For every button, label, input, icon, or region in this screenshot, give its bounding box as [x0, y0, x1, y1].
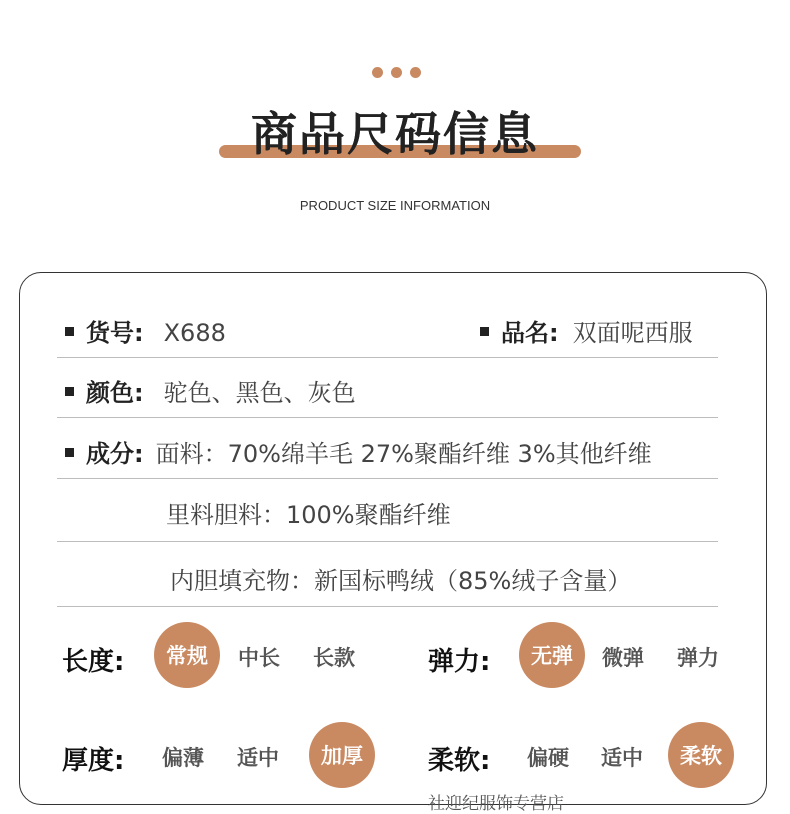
- softness-label: 柔软:: [428, 746, 491, 776]
- dot-icon: [372, 67, 383, 78]
- decorative-dots: [372, 67, 421, 78]
- sku-label: 货号:: [86, 319, 144, 347]
- composition-lining: 里料胆料：100%聚酯纤维: [166, 501, 451, 529]
- thickness-option-medium: 适中: [237, 746, 279, 770]
- length-option-mid: 中长: [238, 646, 280, 670]
- composition-filling: 内胆填充物：新国标鸭绒（85%绒子含量）: [170, 567, 632, 595]
- square-bullet-icon: [65, 387, 74, 396]
- page-subtitle: PRODUCT SIZE INFORMATION: [299, 198, 491, 213]
- page-title: 商品尺码信息: [251, 107, 539, 161]
- composition-fabric: 面料：70%绵羊毛 27%聚酯纤维 3%其他纤维: [155, 440, 652, 468]
- color-field: [65, 373, 356, 408]
- name-value: 双面呢西服: [572, 319, 693, 347]
- length-option-long: 长款: [313, 646, 355, 670]
- composition-label: 成分:: [86, 440, 144, 468]
- sku-field: [65, 313, 226, 348]
- elasticity-option-stretch: 弹力: [677, 646, 719, 670]
- length-label: 长度:: [62, 647, 125, 677]
- square-bullet-icon: [65, 327, 74, 336]
- softness-option-soft: 柔软: [668, 722, 734, 788]
- softness-option-hard: 偏硬: [527, 746, 569, 770]
- name-field: [480, 313, 693, 348]
- thickness-option-thin: 偏薄: [162, 746, 204, 770]
- store-watermark: 社迎纪服饰专营店: [428, 794, 564, 814]
- softness-option-medium: 适中: [601, 746, 643, 770]
- name-label: 品名:: [501, 319, 559, 347]
- thickness-label: 厚度:: [62, 746, 125, 776]
- dot-icon: [391, 67, 402, 78]
- elasticity-option-none: 无弹: [519, 622, 585, 688]
- square-bullet-icon: [480, 327, 489, 336]
- elasticity-label: 弹力:: [428, 647, 491, 677]
- length-option-regular: 常规: [154, 622, 220, 688]
- elasticity-option-slight: 微弹: [602, 646, 644, 670]
- sku-value: X688: [163, 319, 226, 347]
- thickness-option-thick: 加厚: [309, 722, 375, 788]
- square-bullet-icon: [65, 448, 74, 457]
- composition-field: [65, 434, 652, 469]
- dot-icon: [410, 67, 421, 78]
- color-value: 驼色、黑色、灰色: [163, 379, 356, 407]
- color-label: 颜色:: [86, 379, 144, 407]
